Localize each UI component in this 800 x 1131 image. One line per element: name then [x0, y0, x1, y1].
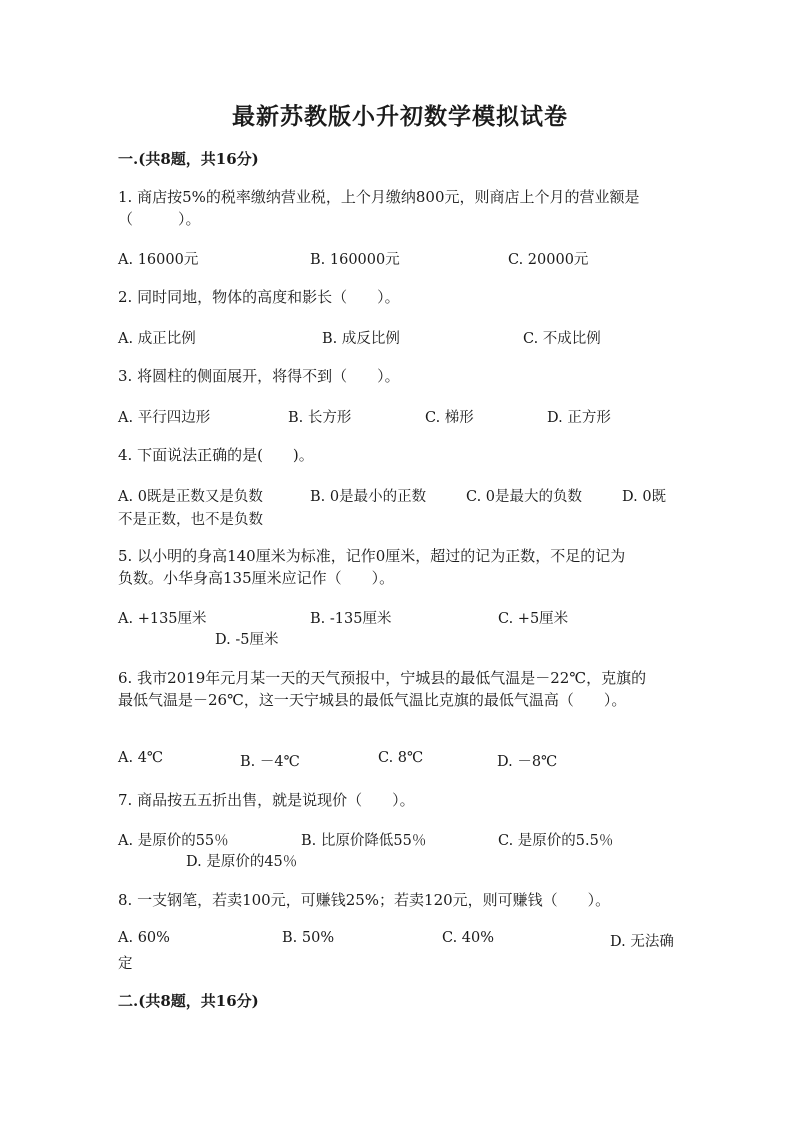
question-1-option-a: A. 16000元 — [118, 252, 199, 268]
question-7-line-1: 7. 商品按五五折出售，就是说现价（ ）。 — [118, 791, 415, 809]
question-8-option-d: D. 无法确 — [610, 934, 674, 950]
question-8-option-c: C. 40% — [442, 930, 495, 946]
question-3-option-a: A. 平行四边形 — [118, 410, 211, 426]
question-6-option-a: A. 4℃ — [118, 750, 164, 766]
question-4-option-a: A. 0既是正数又是负数 — [118, 489, 263, 505]
question-3-line-1: 3. 将圆柱的侧面展开，将得不到（ ）。 — [118, 367, 400, 385]
question-5-option-c: C. +5厘米 — [498, 611, 569, 627]
page-title: 最新苏教版小升初数学模拟试卷 — [232, 103, 568, 130]
question-6-option-d: D. －8℃ — [497, 754, 558, 770]
question-3-option-b: B. 长方形 — [288, 410, 352, 426]
question-5-option-a: A. +135厘米 — [118, 611, 207, 627]
question-7-option-c: C. 是原价的5.5％ — [498, 833, 614, 849]
question-8-option-a: A. 60% — [118, 930, 170, 946]
question-6-line-1: 6. 我市2019年元月某一天的天气预报中，宁城县的最低气温是－22℃，克旗的 — [118, 669, 647, 687]
section-heading-1: 一.(共8题，共16分) — [118, 150, 259, 168]
question-6-option-c: C. 8℃ — [378, 750, 424, 766]
question-7-option-d: D. 是原价的45％ — [186, 854, 298, 870]
question-1-option-c: C. 20000元 — [508, 252, 589, 268]
question-8-option-d-continued: 定 — [118, 956, 133, 972]
question-1-option-b: B. 160000元 — [310, 252, 400, 268]
question-5-line-1: 5. 以小明的身高140厘米为标准，记作0厘米，超过的记为正数，不足的记为 — [118, 547, 626, 565]
question-5-line-2: 负数。小华身高135厘米应记作（ ）。 — [118, 569, 395, 587]
question-5-option-d: D. -5厘米 — [215, 632, 279, 648]
question-3-option-c: C. 梯形 — [425, 410, 474, 426]
question-2-option-b: B. 成反比例 — [322, 331, 400, 347]
question-6-option-b: B. －4℃ — [240, 754, 300, 770]
question-2-option-a: A. 成正比例 — [118, 331, 196, 347]
question-2-option-c: C. 不成比例 — [523, 331, 601, 347]
question-6-line-2: 最低气温是－26℃，这一天宁城县的最低气温比克旗的最低气温高（ ）。 — [118, 691, 627, 709]
question-4-line-1: 4. 下面说法正确的是( )。 — [118, 446, 314, 464]
question-3-option-d: D. 正方形 — [547, 410, 611, 426]
question-8-line-1: 8. 一支钢笔，若卖100元，可赚钱25%；若卖120元，则可赚钱（ ）。 — [118, 891, 611, 909]
question-2-line-1: 2. 同时同地，物体的高度和影长（ ）。 — [118, 288, 400, 306]
question-4-option-b: B. 0是最小的正数 — [310, 489, 427, 505]
question-1-line-2: （ ）。 — [118, 210, 201, 228]
question-4-option-c: C. 0是最大的负数 — [466, 489, 583, 505]
question-5-option-b: B. -135厘米 — [310, 611, 392, 627]
question-7-option-a: A. 是原价的55％ — [118, 833, 229, 849]
section-heading-2: 二.(共8题，共16分) — [118, 992, 259, 1010]
question-4-option-d-continued: 不是正数，也不是负数 — [118, 512, 263, 528]
question-4-option-d: D. 0既 — [622, 489, 667, 505]
question-1-line-1: 1. 商店按5%的税率缴纳营业税，上个月缴纳800元，则商店上个月的营业额是 — [118, 188, 640, 206]
question-8-option-b: B. 50% — [282, 930, 335, 946]
question-7-option-b: B. 比原价降低55％ — [301, 833, 427, 849]
